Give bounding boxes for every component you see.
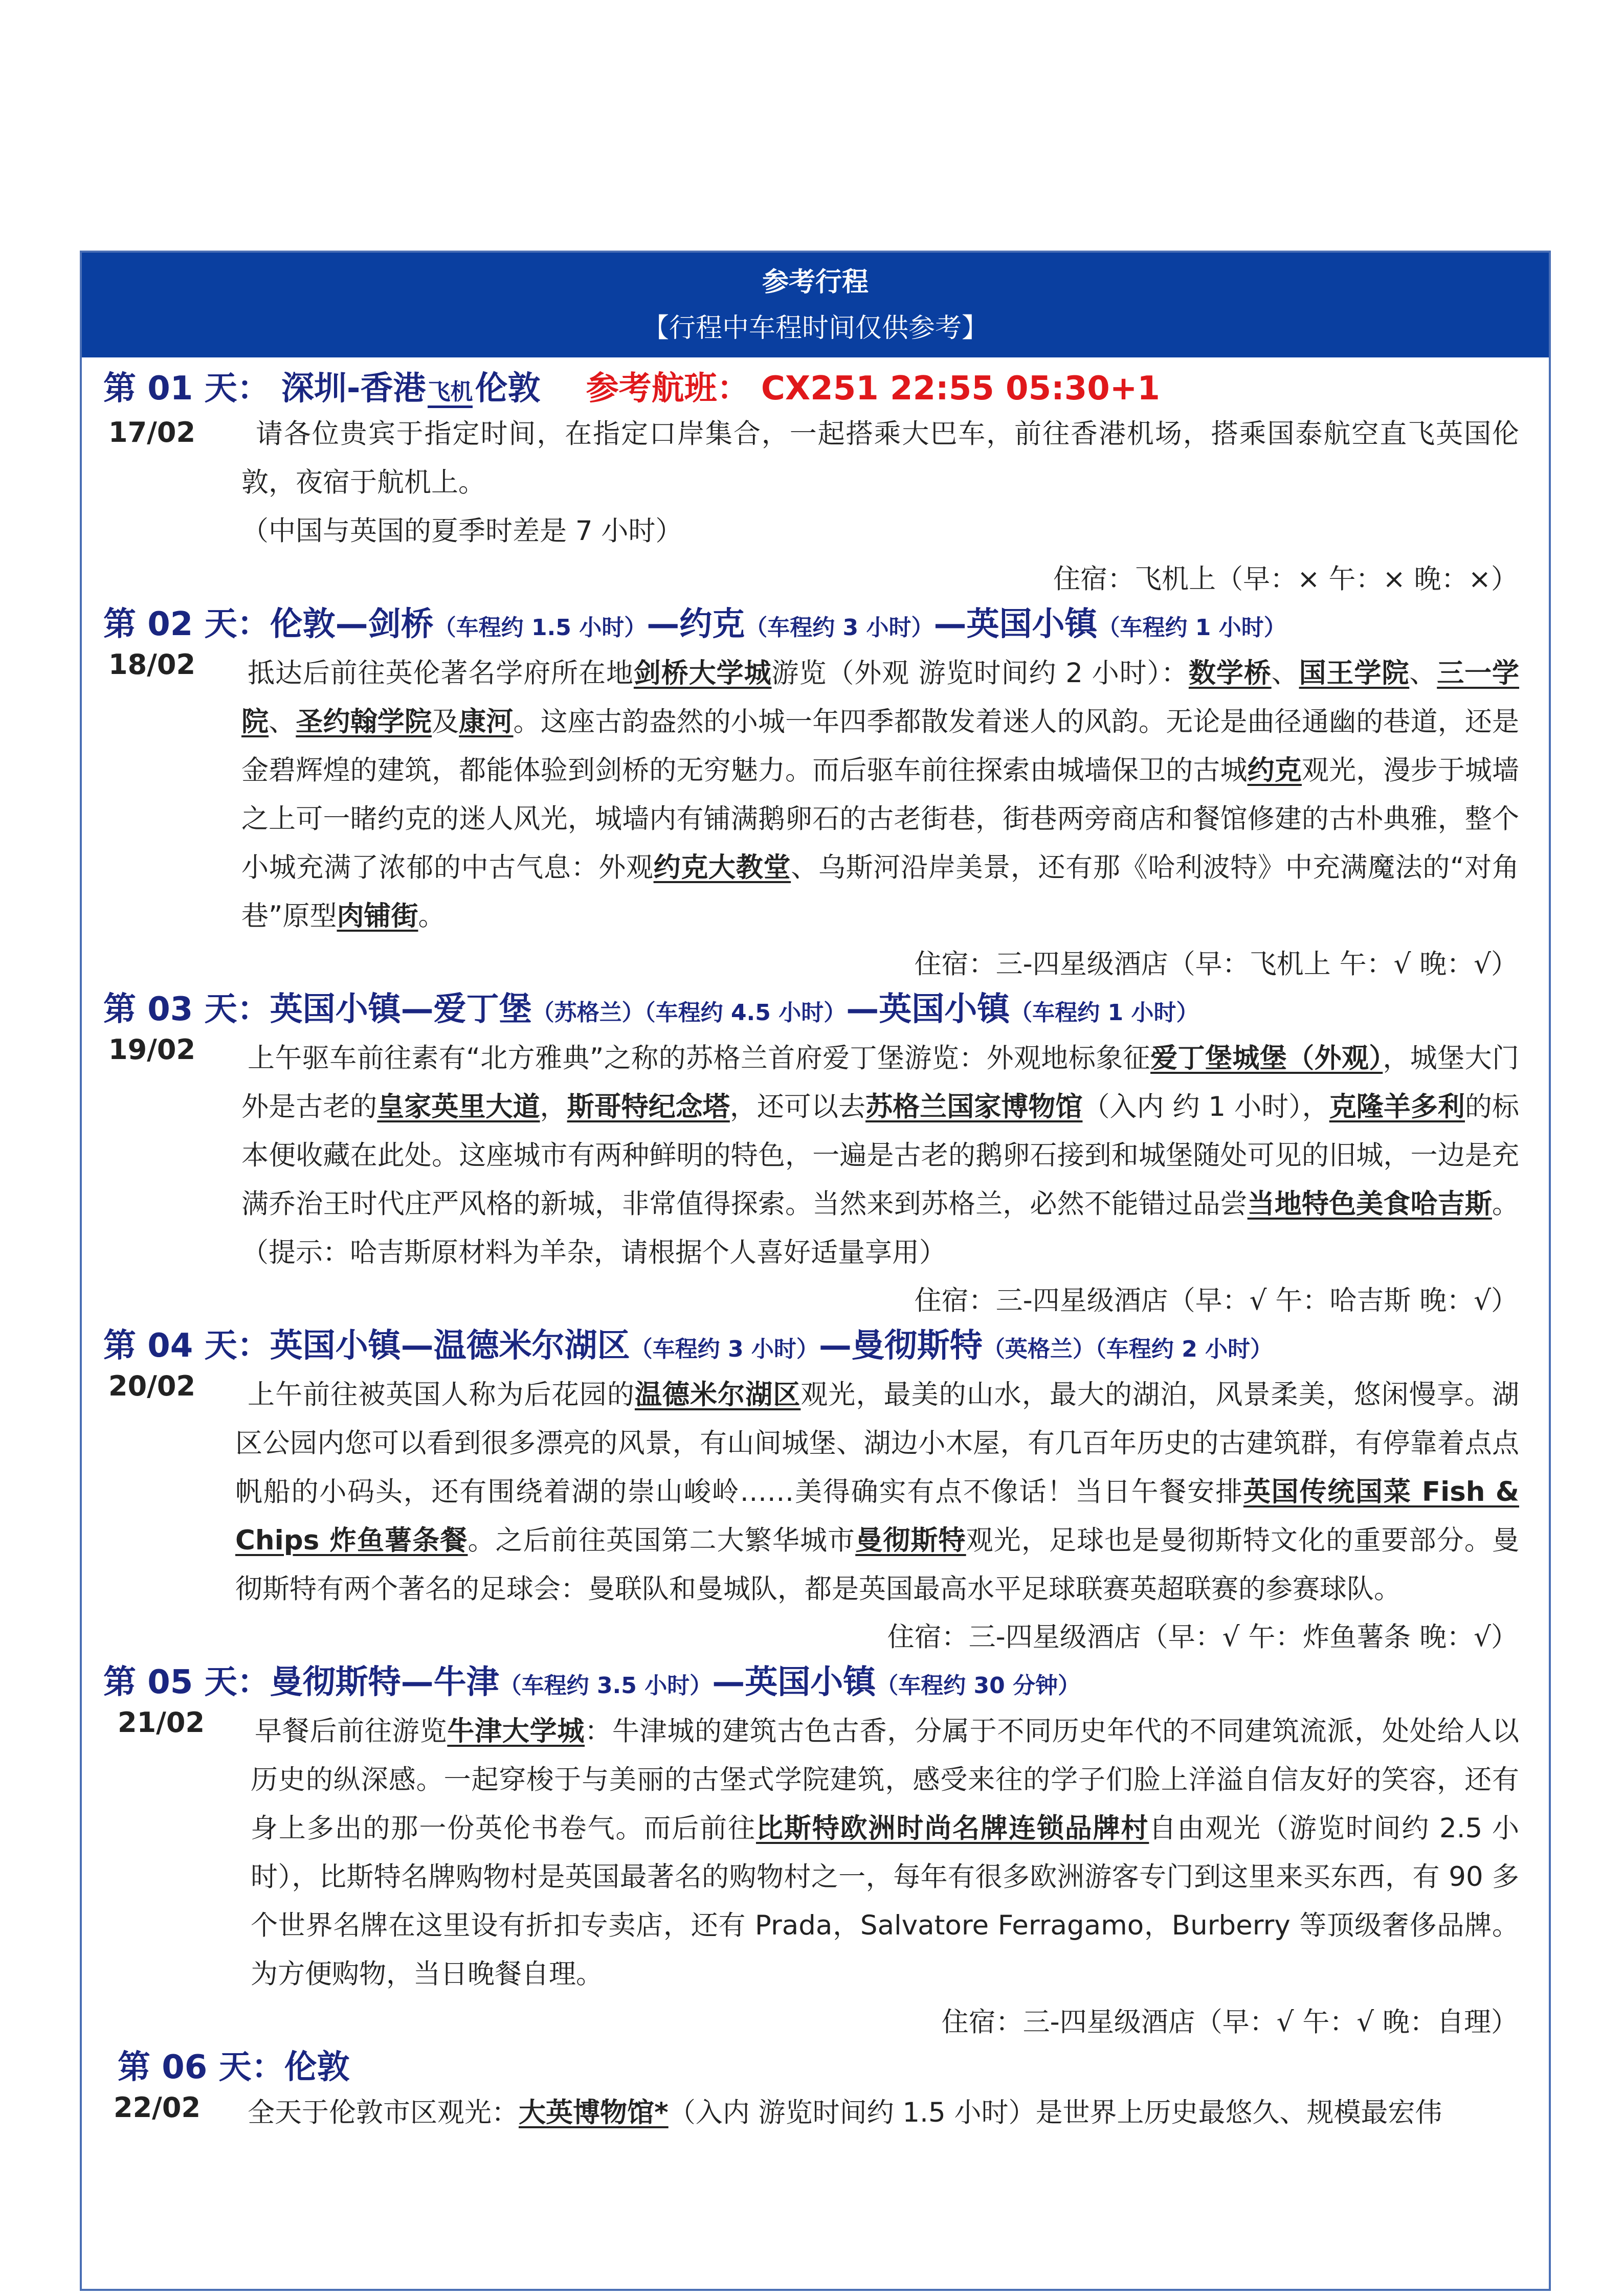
day-1-description: 请各位贵宾于指定时间，在指定口岸集合，一起搭乘大巴车，前往香港机场，搭乘国泰航空直飞英国伦敦，夜宿于航机上。 （中国与英国的夏季时差是 7 小时） xyxy=(241,418,1519,547)
day-1-date: 17/02 xyxy=(108,416,196,448)
day-1 xyxy=(82,368,1549,603)
day-5-description: 早餐后前往游览牛津大学城：牛津城的建筑古色古香，分属于不同历史年代的不同建筑流派，处处给人以历史的纵深感。一起穿梭于与美丽的古堡式学院建筑，感受来往的学子们脸上洋溢自信友好的笑容，还有身上多出的那一份英伦书卷气。而后前往比斯特欧洲时尚名牌连锁品牌村自由观光（游览时间约 2.5 小时），比斯特名牌购物村是英国最著名的购物村之一，每年有很多欧洲游客专门到这里来买东西，有 90 多个世界名牌在这里设有折扣专卖店，还有 Prada，Salvatore Ferragamo，Burberry 等顶级奢侈品牌。为方便购物，当日晚餐自理。 xyxy=(251,1716,1520,1990)
flight-mark: 飞机 xyxy=(428,379,473,408)
day-4-date: 20/02 xyxy=(108,1370,196,1402)
day-5-stay: 住宿：三-四星级酒店（早：√ 午：√ 晚：自理） xyxy=(941,2007,1518,2038)
itinerary-frame xyxy=(80,251,1551,2291)
day-2-heading: 第 02 天：伦敦—剑桥（车程约 1.5 小时）—约克（车程约 3 小时）—英国小镇（车程约 1 小时） xyxy=(103,605,1286,643)
day-3 xyxy=(82,988,1549,1325)
day-4-heading: 第 04 天：英国小镇—温德米尔湖区（车程约 3 小时）—曼彻斯特（英格兰）（车程约 2 小时） xyxy=(103,1327,1273,1365)
itinerary-banner xyxy=(82,253,1549,357)
day-3-date: 19/02 xyxy=(108,1033,196,1066)
day-4 xyxy=(82,1325,1549,1661)
day-5-date: 21/02 xyxy=(118,1706,205,1739)
day-6-date: 22/02 xyxy=(114,2091,201,2124)
day-3-stay: 住宿：三-四星级酒店（早：√ 午：哈吉斯 晚：√） xyxy=(914,1285,1518,1316)
day-4-description: 上午前往被英国人称为后花园的温德米尔湖区观光，最美的山水，最大的湖泊，风景柔美，悠闲慢享。湖区公园内您可以看到很多漂亮的风景，有山间城堡、湖边小木屋，有几百年历史的古建筑群，有停靠着点点帆船的小码头，还有围绕着湖的崇山峻岭……美得确实有点不像话！当日午餐安排英国传统国菜 Fish & Chips 炸鱼薯条餐。之后前往英国第二大繁华城市曼彻斯特观光，足球也是曼彻斯特文化的重要部分。曼彻斯特有两个著名的足球会：曼联队和曼城队，都是英国最高水平足球联赛英超联赛的参赛球队。 xyxy=(235,1379,1520,1605)
day-2-description: 抵达后前往英伦著名学府所在地剑桥大学城游览（外观 游览时间约 2 小时）：数学桥、国王学院、三一学院、圣约翰学院及康河。这座古韵盎然的小城一年四季都散发着迷人的风韵。无论是曲径通幽的巷道，还是金碧辉煌的建筑，都能体验到剑桥的无穷魅力。而后驱车前往探索由城墙保卫的古城约克观光，漫步于城墙之上可一睹约克的迷人风光，城墙内有铺满鹅卵石的古老街巷，街巷两旁商店和餐馆修建的古朴典雅，整个小城充满了浓郁的中古气息：外观约克大教堂、乌斯河沿岸美景，还有那《哈利波特》中充满魔法的“对角巷”原型肉铺街。 xyxy=(241,658,1520,932)
banner-title: 参考行程 xyxy=(762,266,869,298)
day-1-stay: 住宿：飞机上（早：× 午：× 晚：×） xyxy=(1053,564,1518,595)
day-4-stay: 住宿：三-四星级酒店（早：√ 午：炸鱼薯条 晚：√） xyxy=(887,1622,1518,1653)
day-6-description: 全天于伦敦市区观光：大英博物馆*（入内 游览时间约 1.5 小时）是世界上历史最悠久、规模最宏伟 xyxy=(248,2097,1442,2128)
day-2 xyxy=(82,603,1549,988)
flight-info: 参考航班： CX251 22:55 05:30+1 xyxy=(586,370,1160,408)
day-6-heading: 第 06 天：伦敦 xyxy=(118,2049,350,2086)
day-5-heading: 第 05 天：曼彻斯特—牛津（车程约 3.5 小时）—英国小镇（车程约 30 分钟） xyxy=(103,1663,1081,1701)
day-1-heading: 第 01 天： 深圳-香港飞机伦敦 参考航班： CX251 22:55 05:30+1 xyxy=(103,370,1160,408)
day-2-stay: 住宿：三-四星级酒店（早：飞机上 午：√ 晚：√） xyxy=(914,949,1518,980)
banner-subtitle: 【行程中车程时间仅供参考】 xyxy=(642,312,988,344)
day-2-date: 18/02 xyxy=(108,648,196,681)
day-6 xyxy=(82,2046,1549,2137)
day-5 xyxy=(82,1661,1549,2046)
day-3-description: 上午驱车前往素有“北方雅典”之称的苏格兰首府爱丁堡游览：外观地标象征爱丁堡城堡（外观），城堡大门外是古老的皇家英里大道，斯哥特纪念塔，还可以去苏格兰国家博物馆（入内 约 1 小时），克隆羊多利的标本便收藏在此处。这座城市有两种鲜明的特色，一遍是古老的鹅卵石接到和城堡随处可见的旧城，一边是充满乔治王时代庄严风格的新城，非常值得探索。当然来到苏格兰，必然不能错过品尝当地特色美食哈吉斯。（提示：哈吉斯原材料为羊杂，请根据个人喜好适量享用） xyxy=(241,1043,1520,1268)
day-3-heading: 第 03 天：英国小镇—爱丁堡（苏格兰）（车程约 4.5 小时）—英国小镇（车程约 1 小时） xyxy=(103,991,1199,1028)
